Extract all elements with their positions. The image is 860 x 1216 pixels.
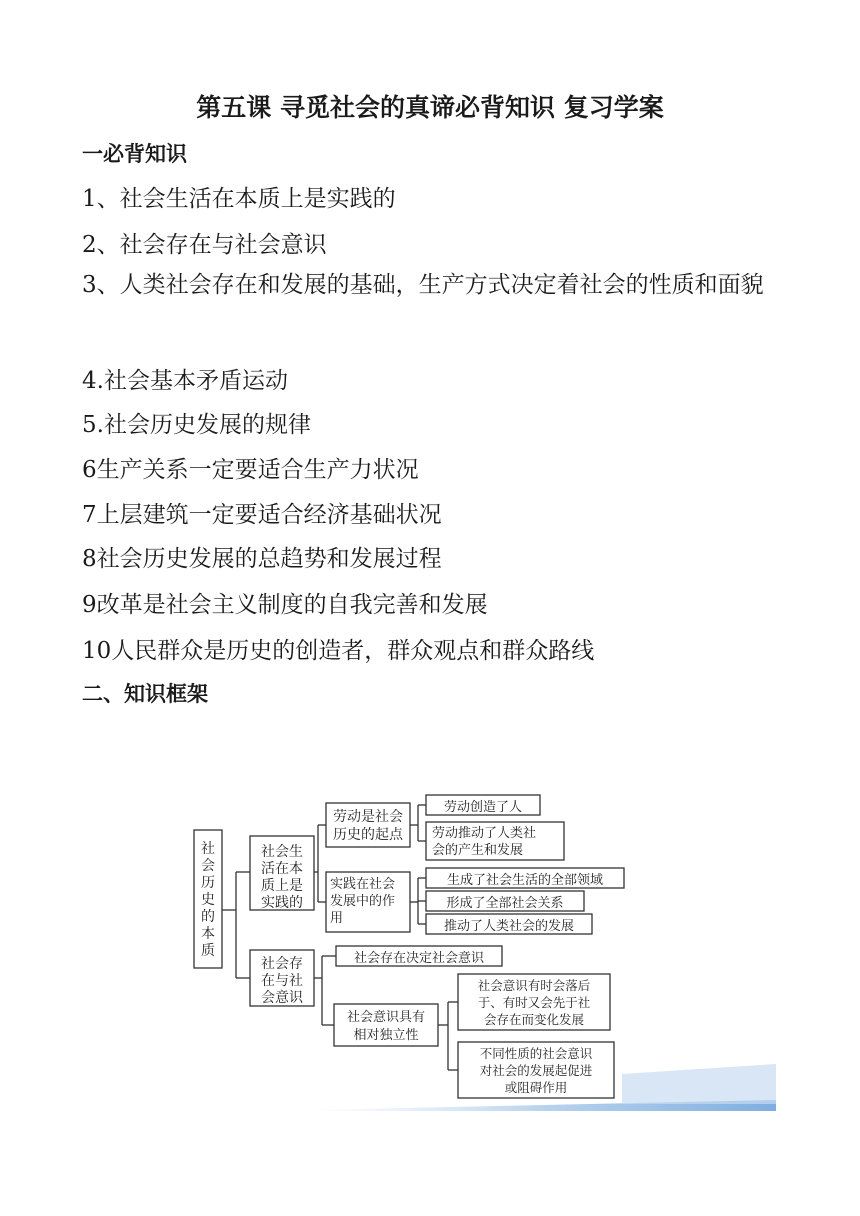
knowledge-item-8: 8社会历史发展的总趋势和发展过程 [82, 546, 442, 572]
node-consciousness-lag-lead-label-line-1: 社会意识有时会落后 [477, 978, 591, 993]
decorative-swoosh-top [622, 1064, 776, 1104]
knowledge-item-5: 5.社会历史发展的规律 [82, 412, 311, 438]
node-existence-consciousness-label-line-2: 在与社 [261, 973, 303, 989]
root-node-label-line-4: 史 [201, 892, 215, 908]
section-heading-1: 一必背知识 [82, 142, 187, 166]
node-labor-origin-label-line-2: 历史的起点 [333, 827, 403, 843]
page-title: 第五课 寻觅社会的真谛必背知识 复习学案 [196, 93, 664, 122]
root-node-label-line-3: 历 [201, 875, 215, 891]
node-practice-nature-label-line-2: 活在本 [261, 861, 303, 877]
node-labor-origin-label-line-1: 劳动是社会 [333, 809, 403, 825]
knowledge-item-2: 2、社会存在与社会意识 [82, 232, 327, 258]
node-practice-role-label-line-2: 发展中的作 [330, 894, 396, 909]
node-consciousness-lag-lead-label-line-3: 会存在而变化发展 [483, 1012, 585, 1027]
node-promoted-development-label-line-1: 推动了人类社会的发展 [443, 919, 575, 934]
node-practice-nature-label-line-3: 质上是 [261, 878, 303, 894]
knowledge-item-1: 1、社会生活在本质上是实践的 [82, 186, 396, 212]
node-labor-promoted-society-label-line-1: 劳动推动了人类社 [432, 826, 537, 841]
node-generated-domains-label-line-1: 生成了社会生活的全部领域 [446, 873, 604, 888]
node-practice-role-label-line-1: 实践在社会 [330, 877, 396, 892]
root-node-label-line-5: 的 [201, 909, 215, 925]
node-relative-independence-label-line-2: 相对独立性 [353, 1028, 419, 1043]
node-consciousness-effect-label-line-2: 对社会的发展起促进 [479, 1063, 593, 1078]
knowledge-item-4: 4.社会基本矛盾运动 [82, 368, 288, 394]
node-practice-nature-label-line-4: 实践的 [261, 895, 303, 911]
node-labor-promoted-society-label-line-2: 会的产生和发展 [432, 843, 524, 858]
knowledge-item-9: 9改革是社会主义制度的自我完善和发展 [82, 592, 488, 618]
node-formed-relations-label-line-1: 形成了全部社会关系 [446, 896, 564, 911]
node-consciousness-effect-label-line-1: 不同性质的社会意识 [479, 1046, 593, 1061]
root-node-label-line-1: 社 [201, 841, 215, 857]
node-existence-consciousness-label-line-1: 社会存 [261, 956, 303, 972]
root-node-label-line-7: 质 [201, 943, 215, 959]
node-practice-nature-label-line-1: 社会生 [261, 844, 303, 860]
knowledge-item-3: 3、人类社会存在和发展的基础，生产方式决定着社会的性质和面貌 [82, 272, 764, 298]
node-practice-role-label-line-3: 用 [330, 911, 344, 926]
node-existence-determines-label-line-1: 社会存在决定社会意识 [353, 951, 485, 966]
node-consciousness-effect-label-line-3: 或阻碍作用 [504, 1080, 568, 1095]
section-heading-2: 二、知识框架 [82, 682, 208, 706]
node-labor-created-human-label-line-1: 劳动创造了人 [443, 800, 523, 815]
knowledge-item-10: 10人民群众是历史的创造者，群众观点和群众路线 [82, 638, 595, 664]
root-node-label-line-6: 本 [201, 926, 215, 942]
node-relative-independence-label-line-1: 社会意识具有 [346, 1010, 426, 1025]
knowledge-item-6: 6生产关系一定要适合生产力状况 [82, 457, 419, 483]
node-existence-consciousness-label-line-3: 会意识 [261, 990, 303, 1006]
knowledge-item-7: 7上层建筑一定要适合经济基础状况 [82, 502, 442, 528]
root-node-label-line-2: 会 [201, 858, 215, 874]
node-consciousness-lag-lead-label-line-2: 于、有时又会先于社 [477, 995, 591, 1010]
